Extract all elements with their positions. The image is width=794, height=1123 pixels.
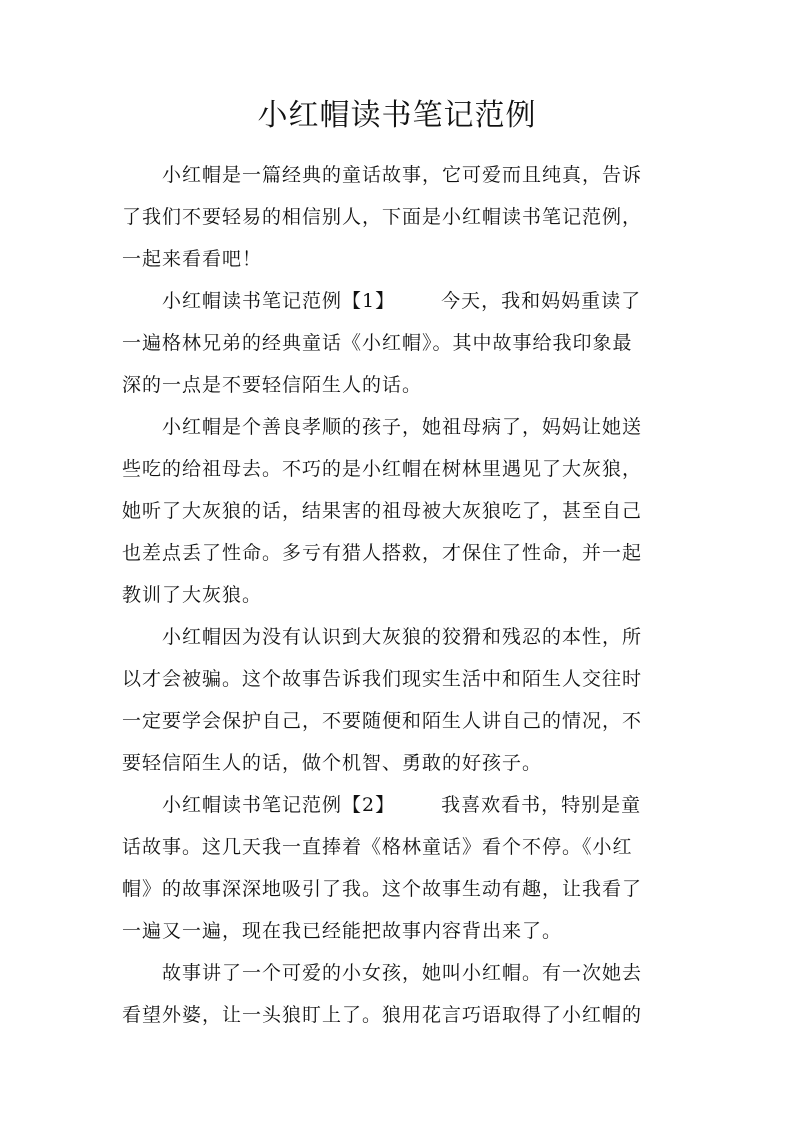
- section-2-intro: 我喜欢看书，特别是童: [441, 794, 642, 816]
- text-line-10: 也差点丢了性命。多亏有猎人搭救，才保住了性命，并一起: [122, 542, 643, 564]
- section-1-intro: 今天，我和妈妈重读了: [441, 290, 642, 312]
- text-line-16: [162, 792, 641, 818]
- text-line-1: 小红帽是一篇经典的童话故事，它可爱而且纯真，告诉: [162, 164, 643, 186]
- text-line-12: 小红帽因为没有认识到大灰狼的狡猾和残忍的本性，所: [162, 626, 643, 648]
- text-line-8: 些吃的给祖母去。不巧的是小红帽在树林里遇见了大灰狼，: [122, 458, 643, 480]
- text-line-21: 看望外婆，让一头狼盯上了。狼用花言巧语取得了小红帽的: [122, 1004, 643, 1026]
- text-line-5: 一遍格林兄弟的经典童话《小红帽》。其中故事给我印象最: [122, 332, 633, 354]
- text-line-15: 要轻信陌生人的话，做个机智、勇敢的好孩子。: [122, 752, 543, 774]
- section-heading-1: 小红帽读书笔记范例【1】: [162, 290, 396, 312]
- text-line-7: 小红帽是个善良孝顺的孩子，她祖母病了，妈妈让她送: [162, 416, 643, 438]
- section-heading-2: 小红帽读书笔记范例【2】: [162, 794, 396, 816]
- text-line-20: 故事讲了一个可爱的小女孩，她叫小红帽。有一次她去: [162, 962, 643, 984]
- page-title: 小红帽读书笔记范例: [257, 98, 537, 133]
- text-line-18: 帽》的故事深深地吸引了我。这个故事生动有趣，让我看了: [122, 878, 643, 900]
- text-line-6: 深的一点是不要轻信陌生人的话。: [122, 374, 423, 396]
- text-line-4: [162, 288, 641, 314]
- text-line-2: 了我们不要轻易的相信别人，下面是小红帽读书笔记范例，: [122, 206, 643, 228]
- text-line-11: 教训了大灰狼。: [122, 584, 263, 606]
- text-line-17: 话故事。这几天我一直捧着《格林童话》看个不停。《小红: [122, 836, 633, 858]
- text-line-14: 一定要学会保护自己，不要随便和陌生人讲自己的情况，不: [122, 710, 643, 732]
- text-line-13: 以才会被骗。这个故事告诉我们现实生活中和陌生人交往时: [122, 668, 643, 690]
- text-line-9: 她听了大灰狼的话，结果害的祖母被大灰狼吃了，甚至自己: [122, 500, 643, 522]
- text-line-19: 一遍又一遍，现在我已经能把故事内容背出来了。: [122, 920, 563, 942]
- text-line-3: 一起来看看吧！: [122, 248, 263, 270]
